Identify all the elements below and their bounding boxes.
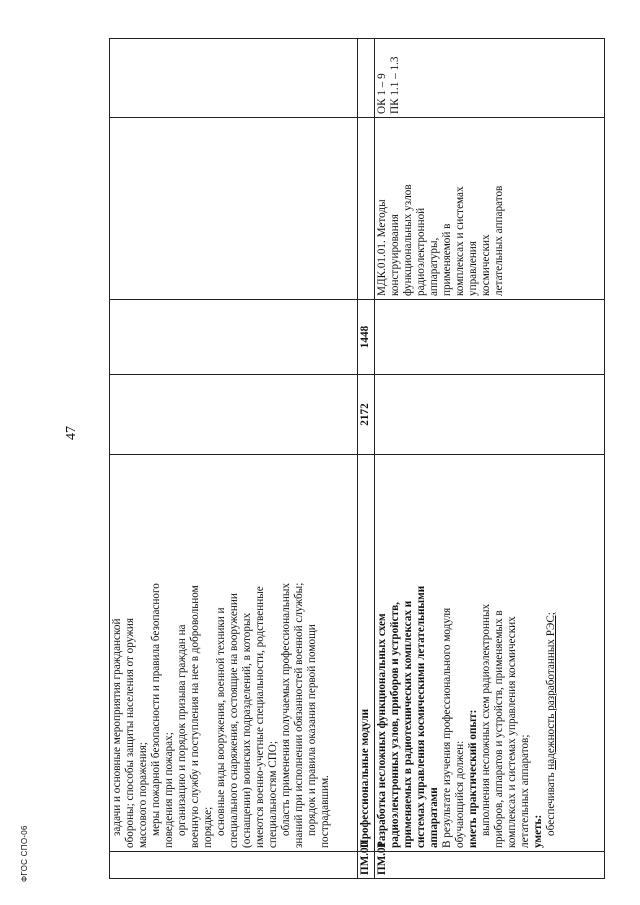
competencies-cell	[375, 39, 605, 118]
discipline-line: управления	[466, 241, 479, 296]
content-line: область применения получаемых профессиональных	[279, 583, 292, 836]
competencies-cell	[110, 39, 358, 118]
content-line: меры пожарной безопасности и правила безопасного	[149, 583, 162, 836]
table-row-pm01	[375, 39, 605, 879]
disciplines-cell	[358, 118, 375, 300]
content-line: специального снаряжения, состоящие на вооружении	[227, 593, 240, 848]
experience-line: выполнения несложных схем радиоэлектронных	[479, 603, 492, 836]
skills-label: уметь:	[531, 814, 544, 848]
content-line: пострадавшим.	[318, 775, 331, 848]
content-line: поведения при пожарах;	[162, 732, 175, 848]
required-hours-cell: 1448	[358, 300, 375, 375]
page-number: 47	[64, 426, 79, 440]
discipline-line: применяемой в	[440, 223, 453, 296]
discipline-line: функциональных узлов	[401, 184, 414, 296]
content-line: знаний при исполнении обязанностей военной службы;	[292, 582, 305, 848]
module-title-line: системах управления космическими летательными	[414, 585, 427, 848]
experience-line: летательных аппаратов;	[518, 734, 531, 848]
content-line: задачи и основные мероприятия гражданской	[111, 618, 123, 836]
disciplines-cell	[110, 118, 358, 300]
content-line: организацию и порядок призыва граждан на	[175, 624, 188, 836]
content-line: имеются военно-учетные специальности, родственные	[253, 586, 266, 848]
skills-line	[545, 458, 558, 848]
content-line: массового поражения;	[136, 742, 149, 848]
disciplines-cell	[375, 118, 605, 300]
content-line: специальностям СПО;	[266, 741, 279, 848]
footer-standard-code: ФГОС СПО-06	[20, 825, 29, 882]
module-title-line: аппаратами	[427, 787, 440, 848]
rotated-page-content	[109, 39, 604, 879]
discipline-line: МДК.01.01. Методы	[376, 199, 388, 296]
content-cell	[375, 455, 605, 852]
discipline-line: летательных аппаратов	[492, 185, 505, 296]
content-line: военную службу и поступления на нее в добровольном	[188, 585, 201, 848]
content-line: порядке;	[201, 806, 214, 848]
required-hours-cell	[375, 300, 605, 375]
max-hours-cell: 2172	[358, 375, 375, 455]
module-title-line: Разработка несложных функциональных схем	[376, 613, 388, 848]
required-hours-cell	[110, 300, 358, 375]
content-line: (оснащении) воинских подразделений, в которых	[240, 612, 253, 848]
module-title-line: применяемых в радиотехнических комплексах и	[401, 600, 414, 848]
competencies-cell	[358, 39, 375, 118]
skills-line-plain: обеспечивать	[544, 772, 557, 836]
intro-line: обучающийся должен:	[453, 740, 466, 848]
experience-line: приборов, аппаратов и устройств, применяемых в	[492, 610, 505, 848]
curriculum-table	[109, 38, 605, 879]
module-title-line: радиоэлектронных узлов, приборов и устройств,	[388, 602, 401, 848]
max-hours-cell	[110, 375, 358, 455]
competency-line: ПК 1.1 – 1.3	[388, 56, 401, 114]
experience-label: иметь практический опыт:	[466, 709, 479, 848]
content-line: основные виды вооружения, военной техники и	[214, 607, 227, 836]
max-hours-cell	[375, 375, 605, 455]
discipline-line: комплексах и системах	[453, 186, 466, 296]
table-row-military-knowledge	[110, 39, 358, 879]
discipline-line: аппаратуры,	[427, 237, 440, 296]
discipline-line: космических	[479, 234, 492, 296]
discipline-line: радиоэлектронной	[414, 207, 427, 296]
section-title: Профессиональные модули	[358, 455, 375, 852]
content-line: обороны; способы защиты населения от оружия	[123, 617, 136, 848]
index-cell: ПМ.00	[358, 852, 375, 879]
content-cell	[110, 455, 358, 852]
index-cell	[110, 852, 358, 879]
intro-line: В результате изучения профессионального модуля	[440, 607, 453, 848]
content-line: порядок и правила оказания первой помощи	[305, 624, 318, 836]
experience-line: комплексах и системах управления космических	[505, 616, 518, 848]
table-row-pm00	[358, 39, 375, 879]
index-cell: ПМ.01	[375, 852, 605, 879]
skills-line-underlined: надежность разработанных РЭС;	[544, 612, 557, 770]
discipline-line: конструирования	[388, 214, 401, 296]
competency-line: ОК 1 – 9	[376, 73, 388, 114]
